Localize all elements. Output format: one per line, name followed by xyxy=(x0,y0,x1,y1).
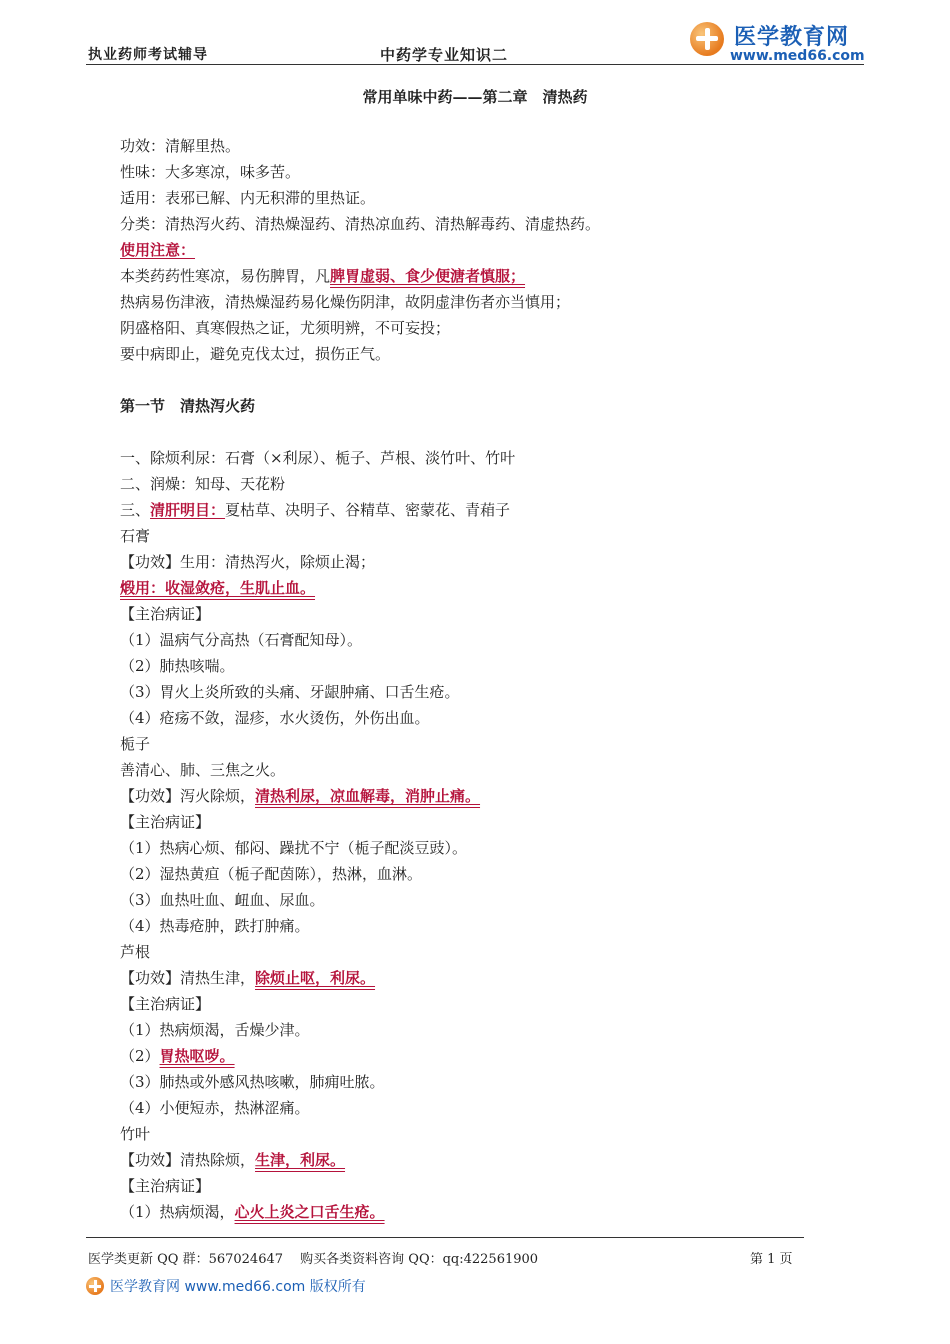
herb-zhizi-indication: （2）湿热黄疸（栀子配茵陈），热淋，血淋。 xyxy=(120,865,423,883)
herb-zhizi-indication: （1）热病心烦、郁闷、躁扰不宁（栀子配淡豆豉）。 xyxy=(120,839,468,857)
herb-zhizi-indication: （4）热毒疮肿，跌打肿痛。 xyxy=(120,917,310,935)
herb-zhuye-indications-title: 【主治病证】 xyxy=(120,1177,211,1195)
caution-4: 要中病即止，避免克伐太过，损伤正气。 xyxy=(120,345,391,363)
herb-shigao-name: 石膏 xyxy=(120,527,151,545)
footer-contact: 医学类更新 QQ 群：567024647 购买各类资料咨询 QQ：qq:422561900 xyxy=(88,1252,539,1267)
site-logo[interactable] xyxy=(686,18,866,66)
herb-shigao-efficacy: 【功效】生用：清热泻火，除烦止渴； xyxy=(120,553,376,571)
caution-2: 热病易伤津液，清热燥湿药易化燥伤阴津，故阴虚津伤者亦当慎用； xyxy=(120,293,571,311)
caution-3: 阴盛格阳、真寒假热之证，尤须明辨，不可妄投； xyxy=(120,319,451,337)
herb-zhuye-indication-highlight: 心火上炎之口舌生疮。 xyxy=(234,1203,385,1221)
group-3 xyxy=(120,497,820,523)
header-divider xyxy=(86,64,864,65)
header-left-text: 执业药师考试辅导 xyxy=(88,47,208,63)
group-1: 一、除烦利尿：石膏（×利尿）、栀子、芦根、淡竹叶、竹叶 xyxy=(120,449,516,467)
herb-shigao-indication: （1）温病气分高热（石膏配知母）。 xyxy=(120,631,363,649)
herb-shigao-indication: （4）疮疡不敛，湿疹，水火烫伤，外伤出血。 xyxy=(120,709,430,727)
herb-shigao-calcined-highlight: 煅用：收湿敛疮，生肌止血。 xyxy=(120,579,316,597)
intro-classification: 分类：清热泻火药、清热燥湿药、清热凉血药、清热解毒药、清虚热药。 xyxy=(120,215,601,233)
caution-title xyxy=(120,237,820,263)
herb-zhuye-indication xyxy=(120,1199,820,1225)
intro-efficacy: 功效：清解里热。 xyxy=(120,137,241,155)
document-body xyxy=(120,133,820,1225)
herb-lugen-indication: （4）小便短赤，热淋涩痛。 xyxy=(120,1099,310,1117)
group-3-highlight: 清肝明目： xyxy=(150,501,226,519)
caution-title-text: 使用注意： xyxy=(120,241,196,259)
page-title: 常用单味中药——第二章 清热药 xyxy=(362,88,588,106)
herb-lugen-efficacy-highlight: 除烦止呕，利尿。 xyxy=(255,969,376,987)
herb-zhuye-efficacy xyxy=(120,1147,820,1173)
footer-logo-text: 医学教育网 www.med66.com 版权所有 xyxy=(110,1279,366,1295)
herb-zhizi-efficacy-text: 【功效】泻火除烦， xyxy=(120,787,256,805)
herb-lugen-indications-title: 【主治病证】 xyxy=(120,995,211,1013)
medical-cross-icon xyxy=(86,1277,104,1295)
herb-lugen-indication-highlight: 胃热呕哕。 xyxy=(159,1047,235,1065)
page-header xyxy=(0,0,950,70)
herb-zhizi-efficacy-highlight: 清热利尿，凉血解毒，消肿止痛。 xyxy=(255,787,481,805)
herb-zhizi-description: 善清心、肺、三焦之火。 xyxy=(120,761,286,779)
intro-nature: 性味：大多寒凉，味多苦。 xyxy=(120,163,301,181)
caution-1-highlight: 脾胃虚弱、食少便溏者慎服； xyxy=(330,267,526,285)
intro-application: 适用：表邪已解、内无积滞的里热证。 xyxy=(120,189,376,207)
group-3-prefix: 三、 xyxy=(120,501,151,519)
herb-zhuye-name: 竹叶 xyxy=(120,1125,151,1143)
herb-zhizi-indication: （3）血热吐血、衄血、尿血。 xyxy=(120,891,325,909)
herb-zhuye-efficacy-text: 【功效】清热除烦， xyxy=(120,1151,256,1169)
herb-zhizi-efficacy xyxy=(120,783,820,809)
header-center-text: 中药学专业知识二 xyxy=(380,46,509,64)
logo-url: www.med66.com xyxy=(730,48,865,64)
herb-lugen-indication: （3）肺热或外感风热咳嗽，肺痈吐脓。 xyxy=(120,1073,385,1091)
herb-zhizi-name: 栀子 xyxy=(120,735,151,753)
herb-lugen-efficacy-text: 【功效】清热生津， xyxy=(120,969,256,987)
caution-1 xyxy=(120,263,820,289)
logo-name: 医学教育网 xyxy=(734,25,850,50)
footer-divider xyxy=(86,1237,804,1238)
herb-lugen-efficacy xyxy=(120,965,820,991)
herb-zhuye-indication-text: （1）热病烦渴， xyxy=(120,1203,235,1221)
herb-shigao-indication: （2）肺热咳喘。 xyxy=(120,657,235,675)
herb-zhizi-indications-title: 【主治病证】 xyxy=(120,813,211,831)
medical-cross-icon xyxy=(690,22,724,56)
section-title: 第一节 清热泻火药 xyxy=(120,397,256,415)
herb-lugen-indication: （1）热病烦渴，舌燥少津。 xyxy=(120,1021,310,1039)
herb-zhuye-efficacy-highlight: 生津，利尿。 xyxy=(255,1151,346,1169)
herb-shigao-efficacy-calcined xyxy=(120,575,820,601)
footer-logo[interactable] xyxy=(86,1276,366,1298)
herb-shigao-indication: （3）胃火上炎所致的头痛、牙龈肿痛、口舌生疮。 xyxy=(120,683,460,701)
group-2: 二、润燥：知母、天花粉 xyxy=(120,475,286,493)
herb-lugen-indication xyxy=(120,1043,820,1069)
page-number: 第 1 页 xyxy=(750,1252,793,1267)
caution-1-text: 本类药药性寒凉，易伤脾胃，凡 xyxy=(120,267,331,285)
herb-shigao-indications-title: 【主治病证】 xyxy=(120,605,211,623)
group-3-herbs: 夏枯草、决明子、谷精草、密蒙花、青葙子 xyxy=(225,501,511,519)
herb-lugen-indication-num: （2） xyxy=(120,1047,160,1065)
herb-lugen-name: 芦根 xyxy=(120,943,151,961)
